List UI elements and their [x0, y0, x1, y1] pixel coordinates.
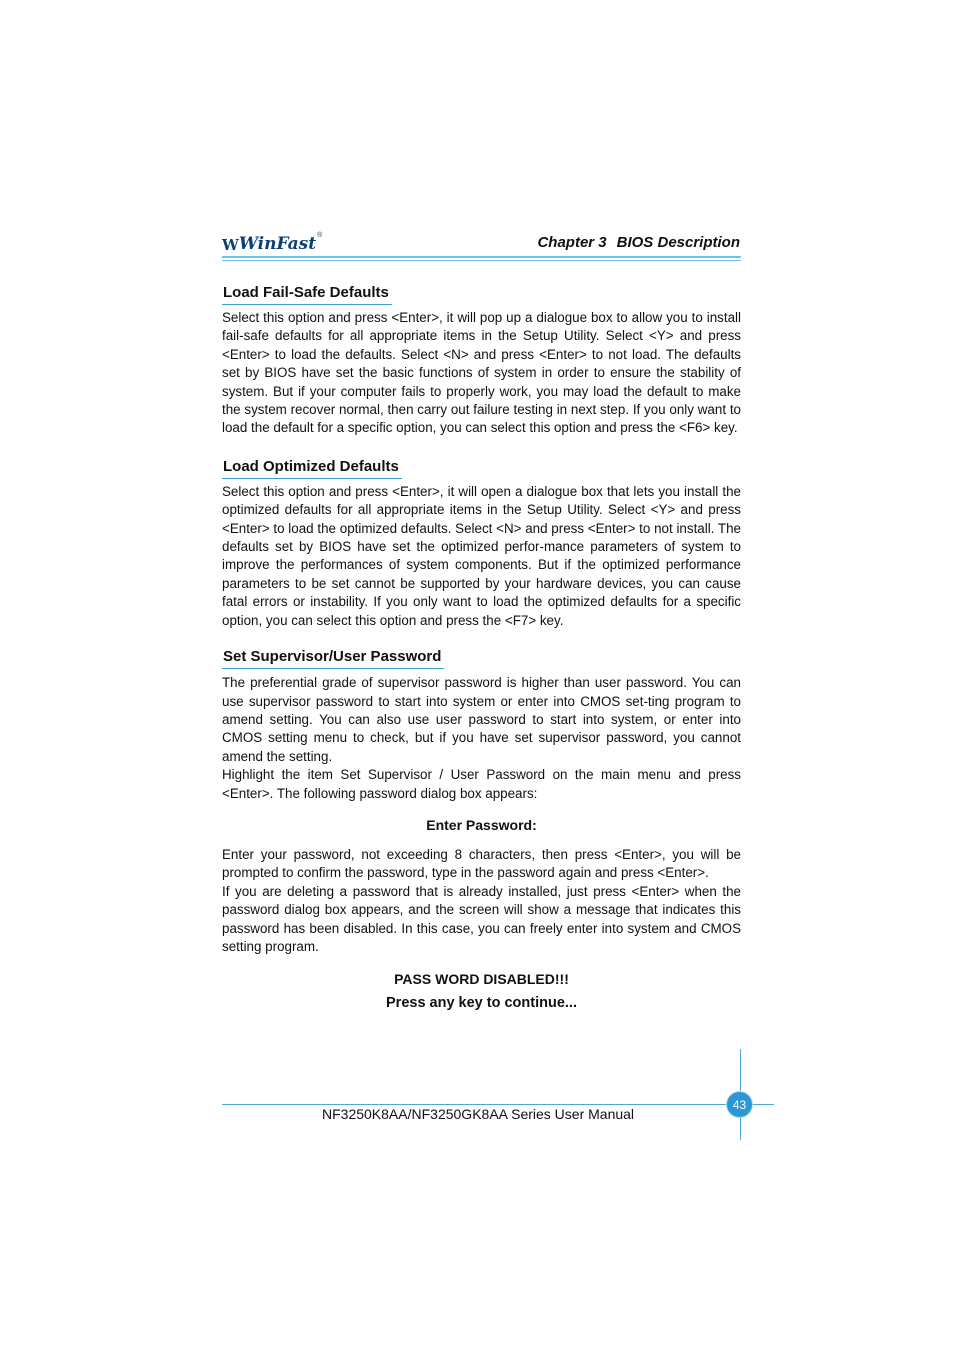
footer-rule [222, 1104, 774, 1105]
logo-text: WinFast [238, 234, 317, 254]
section-load-fail-safe-defaults [222, 284, 741, 438]
chapter-name: BIOS Description [616, 234, 740, 251]
section-load-optimized-defaults [222, 458, 741, 630]
section-set-password [222, 648, 741, 1012]
paragraph: The preferential grade of supervisor password is higher than user password. You can use supervisor password to start into system or enter into CMOS set-ting program to amend setting. You can also use user password to start into system, or enter into CMOS setting menu to check, but if you have set supervisor password, you cannot amend the setting. [222, 675, 741, 764]
logo-mark: W [222, 236, 238, 254]
page-number: 43 [732, 1097, 747, 1112]
paragraph: Enter your password, not exceeding 8 characters, then press <Enter>, you will be prompted to confirm the password, type in the password again and press <Enter>. [222, 846, 741, 881]
password-dialog-prompt: Enter Password: [426, 816, 537, 833]
paragraph: If you are deleting a password that is already installed, just press <Enter> when the password dialog box appears, and the screen will show a message that indicates this password has been disabled. In this case, you can freely enter into system and CMOS setting program. [222, 883, 741, 954]
header-rule [222, 256, 741, 258]
header-rule-thin [222, 260, 741, 261]
page-number-badge [726, 1091, 753, 1118]
password-disabled-message: PASS WORD DISABLED!!! [394, 971, 569, 988]
page-content [222, 284, 741, 1012]
section-heading: Load Fail-Safe Defaults [222, 284, 392, 305]
logo-registered: ® [317, 232, 323, 239]
chapter-number: Chapter 3 [537, 234, 607, 251]
winfast-logo [222, 232, 322, 254]
paragraph: Highlight the item Set Supervisor / User Password on the main menu and press <Enter>. The following password dialog box appears: [222, 767, 741, 801]
chapter-title [537, 234, 740, 251]
section-heading: Load Optimized Defaults [222, 458, 402, 479]
continue-message: Press any key to continue... [386, 995, 577, 1012]
section-heading: Set Supervisor/User Password [222, 648, 444, 669]
manual-title: NF3250K8AA/NF3250GK8AA Series User Manual [322, 1106, 635, 1122]
paragraph: Select this option and press <Enter>, it will open a dialogue box that lets you install the optimized defaults for all appropriate items in the Setup Utility. Select <Y> and press <Enter> to load the optimized defaults. Select <N> and press <Enter> to not install. The defaults set by BIOS have set the optimized perfor-mance parameters of system to improve the performances of system components. But if the optimized performance parameters to be set cannot be supported by your hardware devices, you can cause fatal errors or instability. If you only want to load the optimized defaults for a specific option, you can select this option and press the <F7> key. [222, 483, 741, 628]
paragraph: Select this option and press <Enter>, it will pop up a dialogue box to allow you to install fail-safe defaults for all appropriate items in the Setup Utility. Select <Y> and press <Enter> to load the defaults. Select <N> and press <Enter> to not load. The defaults set by BIOS have set the basic functions of system in order to ensure the stability of system. But if your computer fails to properly work, you may load the default to make the system recover normal, then carry out failure testing in next step. If you only want to load the default for a specific option, you can select this option and press the <F6> key. [222, 310, 741, 436]
